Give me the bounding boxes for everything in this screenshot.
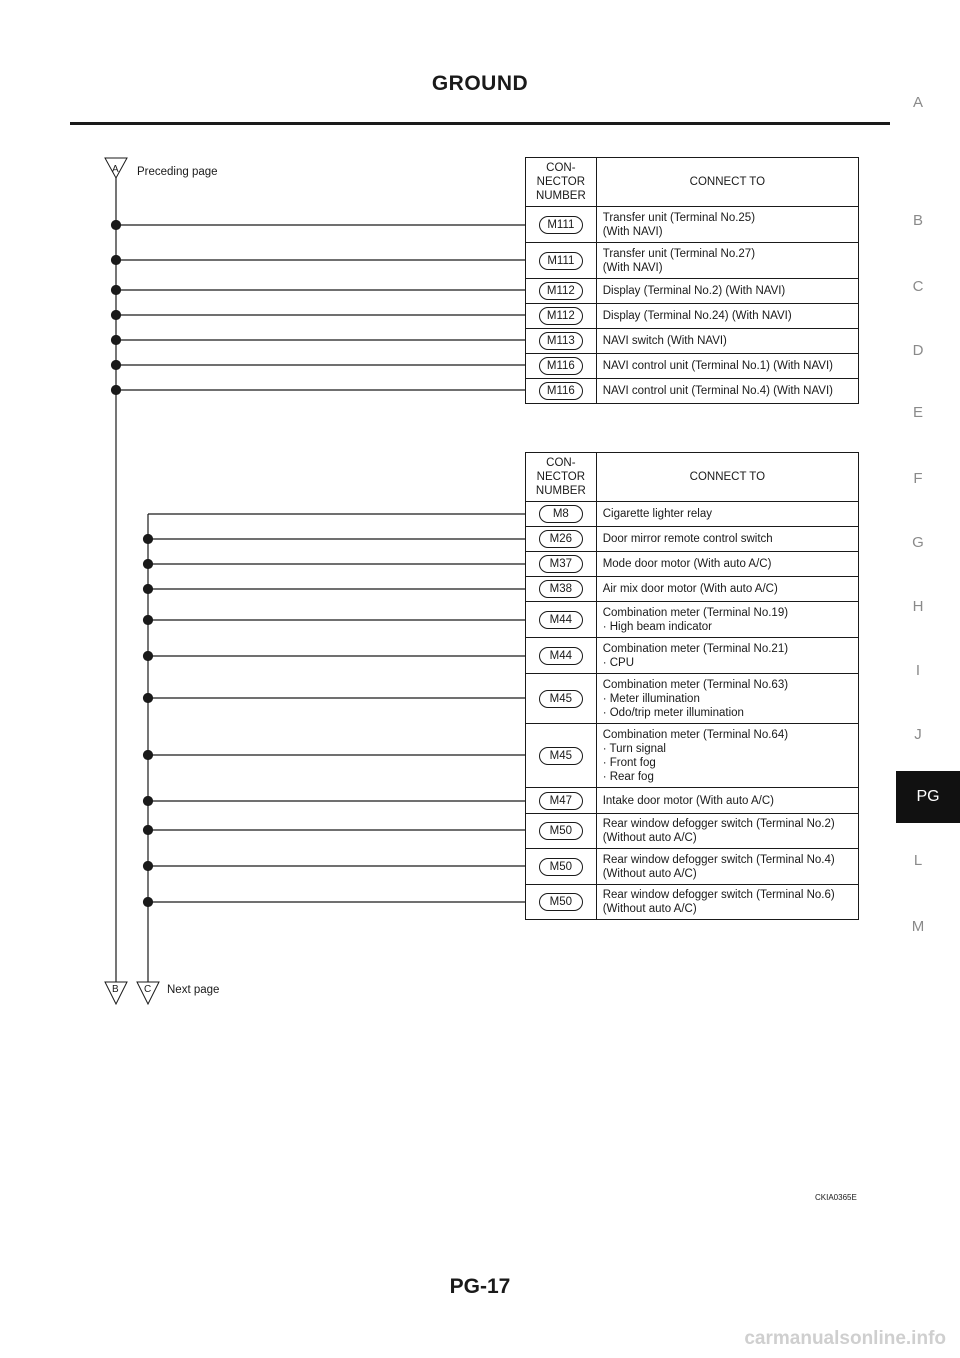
table-row: [526, 577, 859, 602]
connect-to-text: Air mix door motor (With auto A/C): [596, 577, 858, 602]
connector-number: M50: [539, 822, 583, 840]
connector-table-2: [525, 452, 859, 920]
connector-number: M111: [539, 252, 583, 270]
page-number: PG-17: [449, 1275, 511, 1298]
connector-number: M45: [539, 747, 583, 765]
connector-number: M116: [539, 382, 583, 400]
section-index-g[interactable]: G: [912, 534, 924, 551]
connect-to-text: NAVI control unit (Terminal No.1) (With NAVI): [596, 354, 858, 379]
connector-number: M47: [539, 792, 583, 810]
section-index-m[interactable]: M: [911, 918, 925, 935]
connect-to-text: Intake door motor (With auto A/C): [596, 788, 858, 814]
table-row: [526, 502, 859, 527]
connector-number: M26: [539, 530, 583, 548]
connector-number: M112: [539, 307, 583, 325]
connector-number: M112: [539, 282, 583, 300]
connect-to-text: Combination meter (Terminal No.64) · Turn signal · Front fog · Rear fog: [596, 724, 858, 788]
connector-marker-a-label: A: [112, 164, 119, 175]
section-index-a[interactable]: A: [912, 94, 923, 111]
connect-to-text: NAVI switch (With NAVI): [596, 329, 858, 354]
table-row: [526, 379, 859, 404]
section-index-j[interactable]: J: [914, 726, 922, 743]
section-index-d[interactable]: D: [912, 342, 924, 359]
section-index-c[interactable]: C: [912, 278, 924, 295]
section-index-b[interactable]: B: [912, 212, 923, 229]
preceding-page-label: Preceding page: [137, 166, 218, 178]
connect-to-text: Rear window defogger switch (Terminal No.2) (Without auto A/C): [596, 814, 858, 849]
connect-to-text: NAVI control unit (Terminal No.4) (With NAVI): [596, 379, 858, 404]
connect-to-text: Mode door motor (With auto A/C): [596, 552, 858, 577]
connector-number: M44: [539, 611, 583, 629]
connector-number: M38: [539, 580, 583, 598]
connect-to-text: Combination meter (Terminal No.19) · High beam indicator: [596, 602, 858, 638]
connect-to-text: Rear window defogger switch (Terminal No.4) (Without auto A/C): [596, 849, 858, 885]
next-page-label: Next page: [167, 984, 220, 996]
connector-number: M113: [539, 332, 583, 350]
branches-table1: [112, 221, 526, 395]
connect-to-text: Transfer unit (Terminal No.27) (With NAVI): [596, 243, 858, 279]
connector-marker-c-label: C: [144, 984, 152, 995]
connector-number-header: CON- NECTOR NUMBER: [526, 453, 597, 502]
table-row: [526, 885, 859, 920]
connect-to-text: Cigarette lighter relay: [596, 502, 858, 527]
page-title: GROUND: [431, 72, 529, 95]
section-index-l[interactable]: L: [913, 852, 923, 869]
connector-number: M116: [539, 357, 583, 375]
table-row: [526, 552, 859, 577]
table-row: [526, 674, 859, 724]
table-row: [526, 329, 859, 354]
table-row: [526, 243, 859, 279]
connector-number: M8: [539, 505, 583, 523]
table-row: [526, 279, 859, 304]
table-row: [526, 354, 859, 379]
section-index-h[interactable]: H: [912, 598, 924, 615]
connect-to-text: Combination meter (Terminal No.63) · Meter illumination · Odo/trip meter illumination: [596, 674, 858, 724]
connector-table-1: [525, 157, 859, 404]
table-row: [526, 602, 859, 638]
connect-to-text: Transfer unit (Terminal No.25) (With NAVI): [596, 207, 858, 243]
connector-number: M45: [539, 690, 583, 708]
connect-to-text: Display (Terminal No.2) (With NAVI): [596, 279, 858, 304]
connect-to-header: CONNECT TO: [596, 158, 858, 207]
table-row: [526, 527, 859, 552]
connector-number: M50: [539, 858, 583, 876]
connect-to-text: Combination meter (Terminal No.21) · CPU: [596, 638, 858, 674]
connector-marker-b-label: B: [112, 984, 119, 995]
connector-number-header: CON- NECTOR NUMBER: [526, 158, 597, 207]
connector-number: M37: [539, 555, 583, 573]
connect-to-text: Rear window defogger switch (Terminal No.6) (Without auto A/C): [596, 885, 858, 920]
connector-number: M111: [539, 216, 583, 234]
section-index-e[interactable]: E: [912, 404, 923, 421]
connector-number: M44: [539, 647, 583, 665]
connect-to-text: Display (Terminal No.24) (With NAVI): [596, 304, 858, 329]
section-index-f[interactable]: F: [913, 470, 923, 487]
table-row: [526, 304, 859, 329]
section-index-pg[interactable]: PG: [896, 771, 960, 823]
table-row: [526, 638, 859, 674]
table-row: [526, 724, 859, 788]
table-row: [526, 849, 859, 885]
connector-number: M50: [539, 893, 583, 911]
branches-table2: [144, 514, 526, 907]
table-row: [526, 814, 859, 849]
section-index-i[interactable]: I: [915, 662, 921, 679]
figure-code: CKIA0365E: [815, 1193, 857, 1202]
connect-to-text: Door mirror remote control switch: [596, 527, 858, 552]
watermark: carmanualsonline.info: [744, 1328, 946, 1349]
table-row: [526, 788, 859, 814]
connect-to-header: CONNECT TO: [596, 453, 858, 502]
table-row: [526, 207, 859, 243]
